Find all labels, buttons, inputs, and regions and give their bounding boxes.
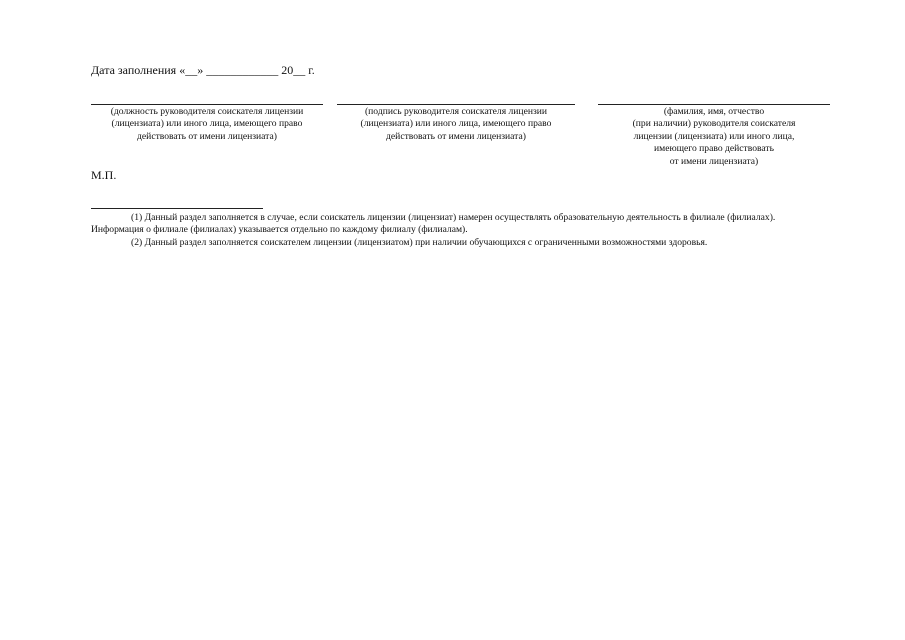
signature-line-position: [91, 104, 323, 105]
caption-line: действовать от имени лицензиата): [386, 130, 526, 142]
caption-signature: [337, 106, 575, 143]
signature-line-full-name: [598, 104, 830, 105]
footnote-1-line-2: Информация о филиале (филиалах) указывается отдельно по каждому филиалу (филиалам).: [91, 224, 468, 236]
caption-full-name: [598, 106, 830, 168]
footnotes: [91, 212, 871, 249]
footnote-2: (2) Данный раздел заполняется соискателем лицензии (лицензиатом) при наличии обучающихся с ограниченными возможностями здоровья.: [131, 236, 708, 248]
fill-date-line: Дата заполнения «__» ____________ 20__ г.: [91, 63, 315, 77]
caption-line: от имени лицензиата): [669, 155, 759, 167]
caption-line: (подпись руководителя соискателя лицензии: [364, 106, 548, 117]
stamp-place-label: М.П.: [91, 168, 117, 182]
caption-position: [91, 106, 323, 143]
footnote-separator: [91, 208, 263, 209]
caption-line: (лицензиата) или иного лица, имеющего право: [111, 118, 303, 130]
caption-line: действовать от имени лицензиата): [137, 130, 277, 142]
caption-line: (фамилия, имя, отчество: [663, 106, 765, 117]
caption-line: имеющего право действовать: [654, 143, 774, 155]
caption-line: (лицензиата) или иного лица, имеющего право: [360, 118, 552, 130]
caption-line: (при наличии) руководителя соискателя: [632, 118, 796, 130]
signature-line-signature: [337, 104, 575, 105]
caption-line: лицензии (лицензиата) или иного лица,: [633, 130, 795, 142]
footnote-1-line-1: (1) Данный раздел заполняется в случае, если соискатель лицензии (лицензиат) намерен осуществлять образовательную деятельность в филиале (филиалах).: [131, 212, 776, 223]
caption-line: (должность руководителя соискателя лицензии: [110, 106, 304, 117]
